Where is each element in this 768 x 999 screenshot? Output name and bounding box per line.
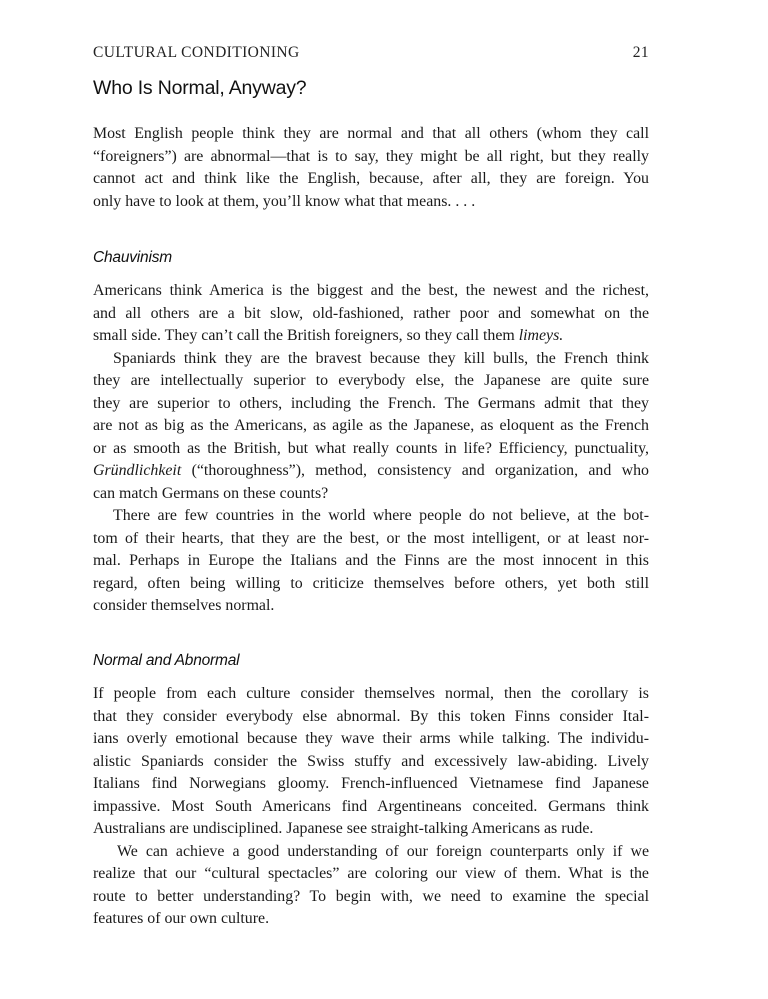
text-line: consider themselves normal.: [93, 597, 275, 614]
text-line: that they consider everybody else abnormal. By this token Finns consider Ital-: [93, 707, 649, 725]
italic-term-grundlichkeit: Gründlichkeit: [93, 462, 182, 479]
text-line: We can achieve a good understanding of our foreign counterparts only if we: [117, 842, 649, 860]
text-line: Americans think America is the biggest and the best, the newest and the richest,: [93, 282, 649, 299]
text-line: ians overly emotional because they wave their arms while talking. The individu-: [93, 730, 649, 747]
text-line: are not as big as the Americans, as agile as the Japanese, as eloquent as the French: [93, 417, 649, 434]
text-line: There are few countries in the world where people do not believe, at the bot-: [113, 507, 649, 524]
text-line: route to better understanding? To begin with, we need to examine the special: [93, 887, 649, 905]
section-title: Who Is Normal, Anyway?: [93, 77, 307, 99]
text-line: [93, 325, 649, 348]
text-line: Spaniards think they are the bravest because they kill bulls, the French think: [113, 349, 649, 367]
text-line: or as smooth as the British, but what really counts in life? Efficiency, punctuality,: [93, 439, 649, 457]
text-line: alistic Spaniards consider the Swiss stuffy and excessively law-abiding. Lively: [93, 752, 649, 770]
text-line: only have to look at them, you’ll know what that means. . . .: [93, 192, 476, 210]
text-line: cannot act and think like the English, because, after all, they are foreign. You: [93, 170, 649, 187]
subheading-normal-and-abnormal: Normal and Abnormal: [93, 652, 240, 669]
intro-paragraph: [93, 123, 649, 213]
text-line: If people from each culture consider themselves normal, then the corollary is: [93, 685, 649, 702]
running-title: CULTURAL CONDITIONING: [93, 44, 300, 61]
text-line: [93, 460, 649, 483]
text-line: Australians are undisciplined. Japanese see straight-talking Americans as rude.: [93, 820, 594, 837]
text-line: and all others are a bit slow, old-fashioned, rather poor and somewhat on the: [93, 304, 649, 322]
text-line: realize that our “cultural spectacles” are coloring our view of them. What is the: [93, 865, 649, 882]
text-line: tom of their hearts, that they are the best, or the most intelligent, or at least nor-: [93, 529, 649, 547]
running-header: [93, 44, 649, 62]
text-line: Most English people think they are normal and that all others (whom they call: [93, 125, 649, 142]
text-line: they are intellectually superior to everybody else, the Japanese are quite sure: [93, 372, 649, 389]
page-number: 21: [632, 44, 649, 61]
text-line: they are superior to others, including the French. The Germans admit that they: [93, 394, 649, 412]
normal-abnormal-paragraphs: [93, 683, 649, 931]
text-line: Italians find Norwegians gloomy. French-influenced Vietnamese find Japanese: [93, 775, 649, 792]
italic-term-limeys: limeys.: [518, 327, 564, 344]
subheading-chauvinism: Chauvinism: [93, 249, 172, 266]
text-line: “foreigners”) are abnormal—that is to say, they might be all right, but they really: [93, 147, 649, 165]
text-line: impassive. Most South Americans find Argentineans conceited. Germans think: [93, 797, 649, 815]
chauvinism-paragraphs: [93, 280, 649, 618]
text-line: regard, often being willing to criticize themselves before others, yet both still: [93, 574, 649, 592]
text-line: mal. Perhaps in Europe the Italians and the Finns are the most innocent in this: [93, 552, 649, 569]
text-span: small side. They can’t call the British foreigners, so they call them: [93, 327, 519, 344]
text-line: features of our own culture.: [93, 910, 270, 927]
text-line: can match Germans on these counts?: [93, 484, 329, 502]
text-span: (“thoroughness”), method, consistency and organization, and who: [181, 462, 649, 479]
